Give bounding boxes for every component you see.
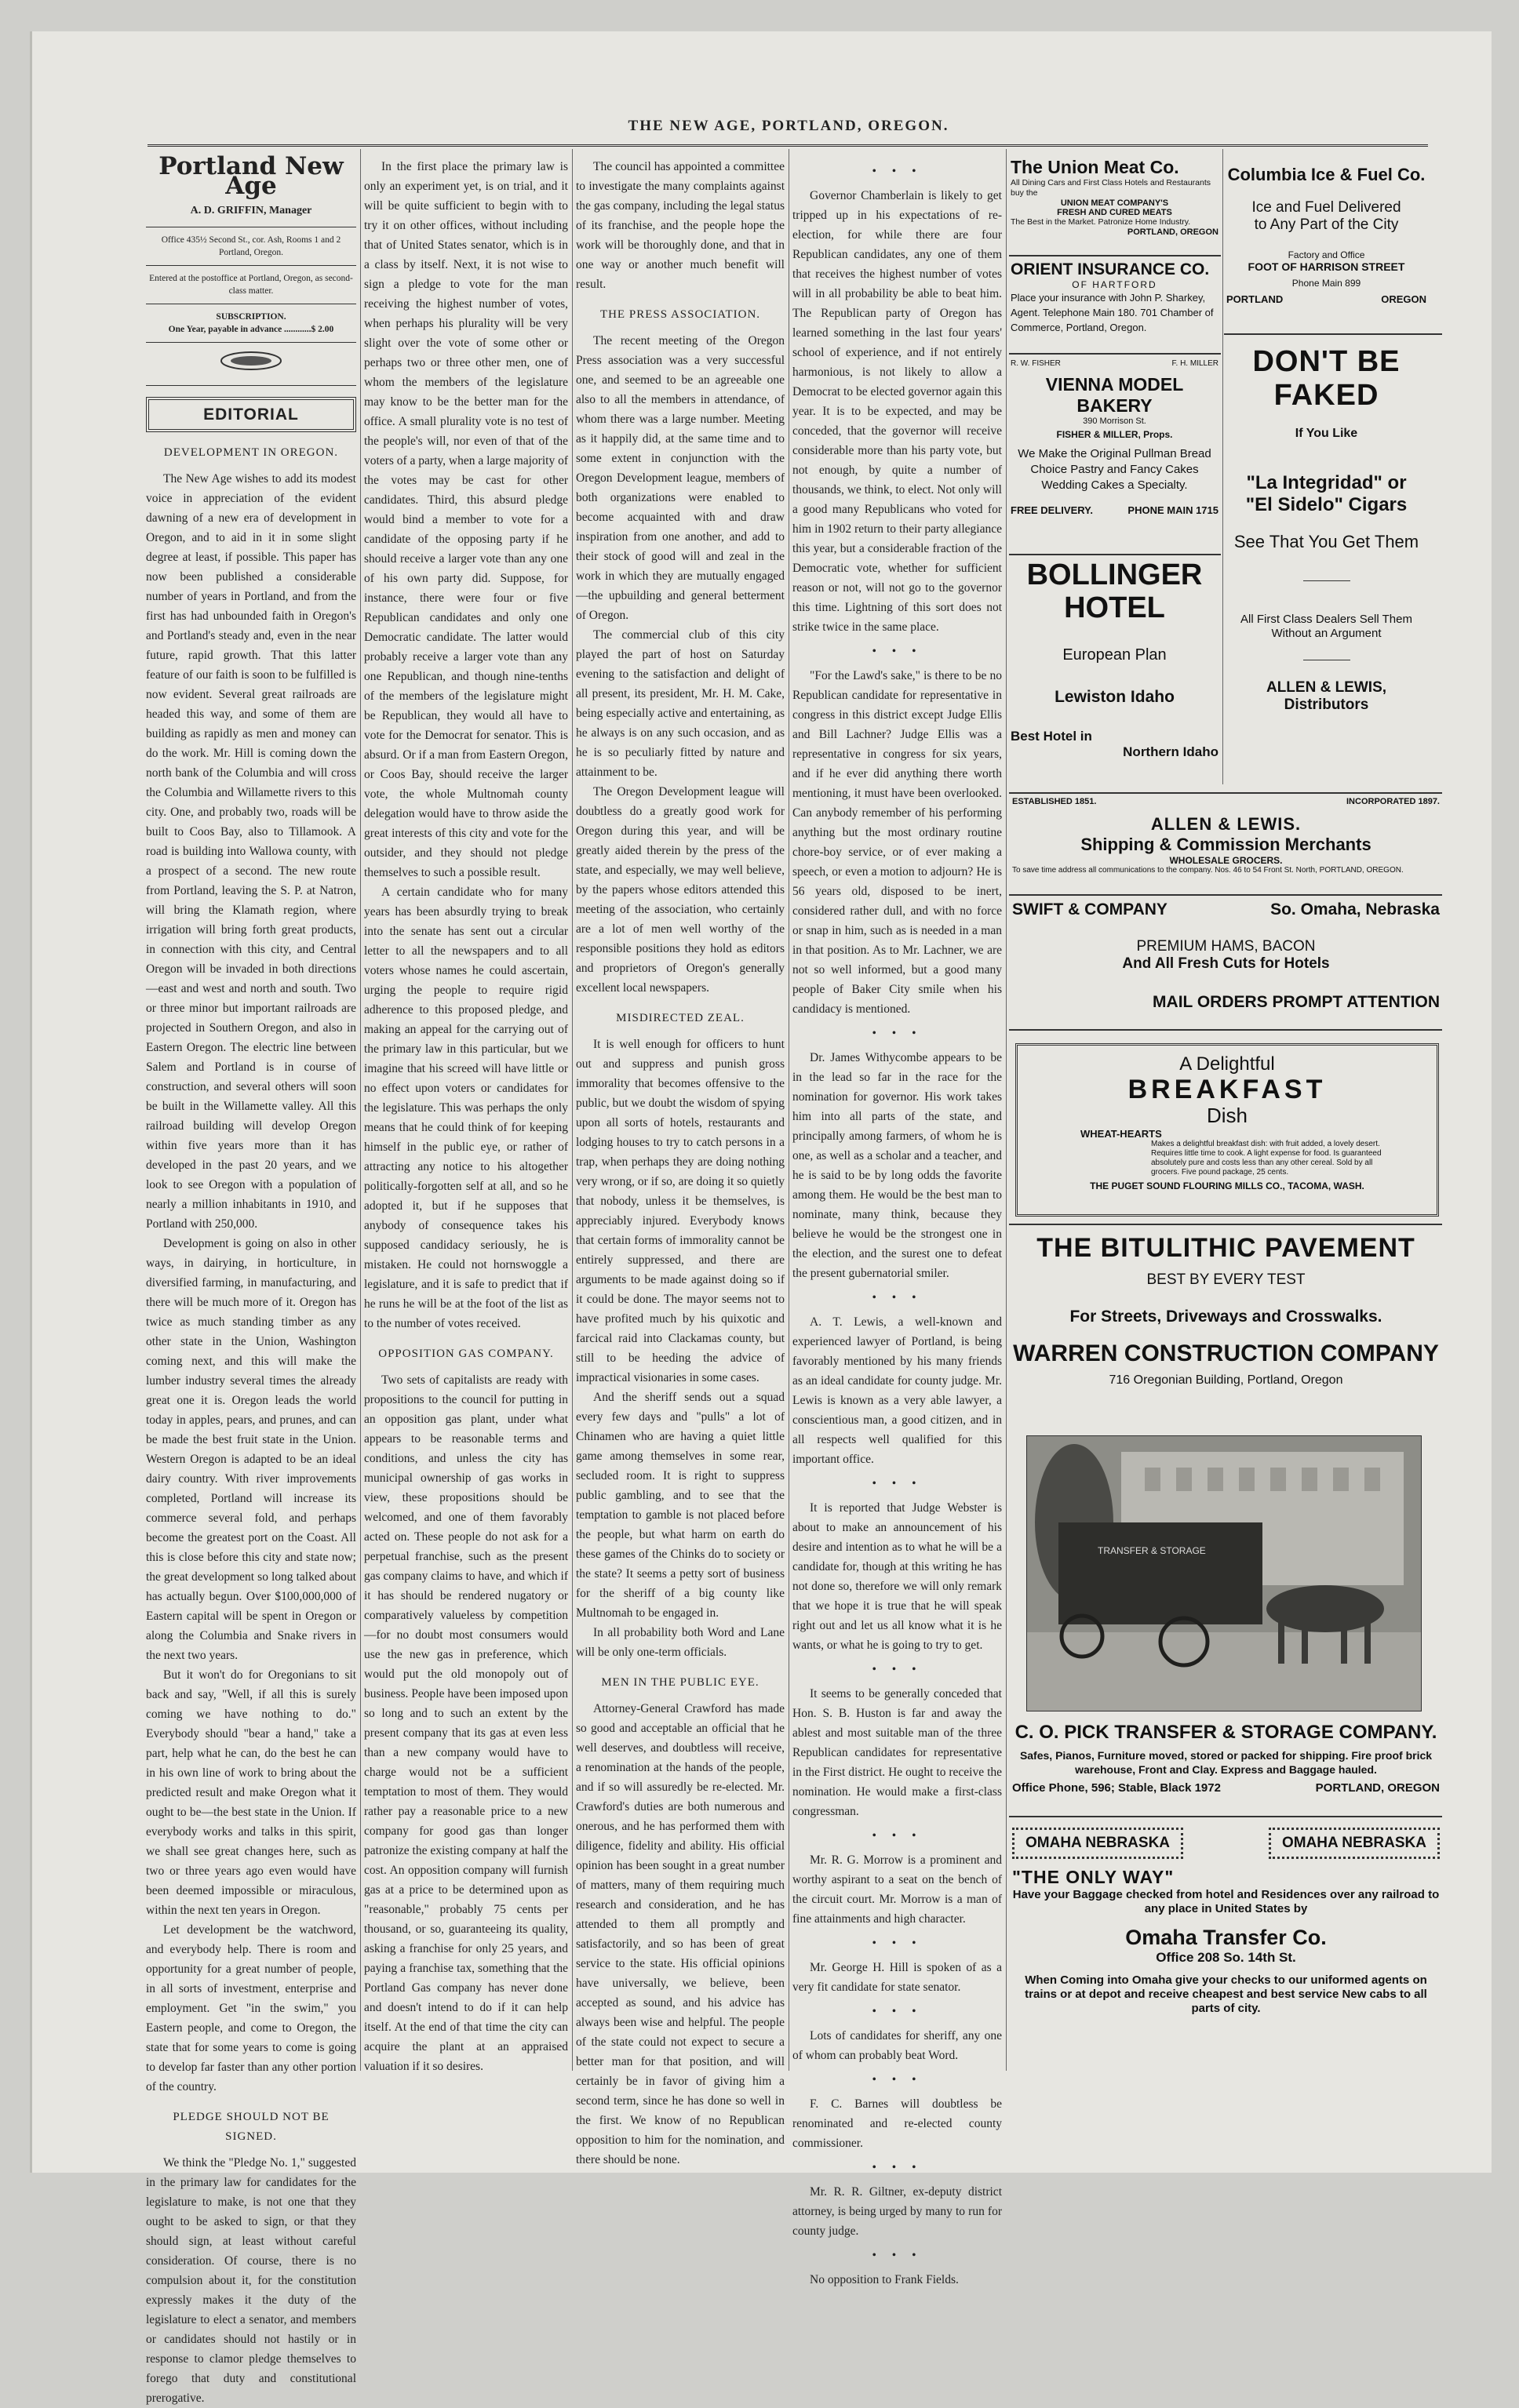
article-paragraph: And the sheriff sends out a squad every few days and "pulls" a lot of Chinamen who are having a quiet little game among themselves in some rear, secluded room. It is right to suppress public gambling, and to see that the temptation to gamble is not placed before the people, but what harm on earth do these games of the Chinks do to society or the state? It seems a petty sort of business for the sheriff of a big county like Multnomah to be engaged in. — [576, 1391, 785, 1620]
ad-text: 716 Oregonian Building, Portland, Oregon — [1109, 1373, 1343, 1387]
article-paragraph: Two sets of capitalists are ready with propositions to the council for putting in an opposition gas plant, under what appears to be reasonable terms and conditions, and unless the city has municipal ownership of gas works in view, these propositions should be welcomed, and one of them favorably acted on. These people do not ask for a perpetual franchise, such as the present gas company claims to have, and which if it has should be rendered nugatory or comparatively valueless by competition—for no doubt most consumers would use the new gas in preference, which would put the old monopoly out of business. People have been imposed upon so long and to such an extent by the present company that its gas at even less than a new company would have to charge would not be a sufficient temptation to most of them. They would rather pay a reasonable price to a new company for good gas than longer patronize the existing company at half the cost. An opposition company will furnish gas at a price to be determined upon as "reasonable," probably 75 cents per thousand, or so, guaranteeing its quality, asking a franchise for only 25 years, and paying a franchise tax, something that the Portland Gas company has never done and doesn't intend to do if it can help itself. At the end of that time the city can acquire the plant at an appraised valuation if it so desires. — [364, 1373, 569, 2073]
ad-text: WHEAT-HEARTS — [1080, 1128, 1162, 1140]
ad-text: We Make the Original Pullman Bread Choice Pastry and Fancy Cakes Wedding Cakes a Specialty. — [1018, 447, 1211, 492]
ad-title: The Union Meat Co. — [1011, 157, 1179, 177]
article-paragraph: Dr. James Withycombe appears to be in the lead so far in the race for the nomination for governor. His work takes him into all parts of the state, and principally among farmers, of whom he is one, as well as a scholar and a teacher, and he is said to be by long odds the favorite among them. He would be the best man to nominate, many think, because they believe he would be the strongest one in the election, and the surest one to defeat the present gubernatorial smiler. — [792, 1051, 1002, 1280]
transfer-wagon-photo — [1026, 1435, 1422, 1711]
office-address: Office 435½ Second St., cor. Ash, Rooms 1 and 2 Portland, Oregon. — [161, 235, 341, 257]
article-paragraph: Attorney-General Crawford has made so good and acceptable an official that he well deserves, and doubtless will receive, a renomination at the hands of the people, and if so will assuredly be re-elected. Mr. Crawford's duties are both numerous and onerous, and he has performed them with diligence, fidelity and ability. His official opinion has been sought in a great number of matters, many of them requiring much research and consideration, and he has attended to them all promptly and satisfactorily, and so has been of great service to the state. His official opinions have universally, we believe, been accepted as sound, and his advice has always been wise and helpful. The people of the state could not expect to secure a better man for that position, and will certainly be in favor of giving him a second term, since he has done so well in the first. We know of no Republican opposition to him for the nomination, and there should be none. — [576, 1702, 785, 2166]
article-paragraph: In the first place the primary law is only an experiment yet, is on trial, and it will be quite sufficient to begin with to try it on other offices, without including that of United States senator, which is in a class by itself. Next, it is not wise to sign a pledge to vote for the man receiving the highest number of votes, when perhaps his plurality will be very slight over the vote of some other or perhaps two or three other men, one of whom the members of the legislature may know to be the better man for the office. A small plurality vote is no test of the people's will, nor even of that of the voters of a party, when a large majority of the votes may be cast for other candidates. Third, this absurd pledge would bind a member to vote for a candidate of the opposing party if he should receive a larger vote than any one of his own party did. Suppose, for instance, there were four or five Republican candidates and only one Democratic candidate. The latter would probably receive a larger vote than any one Republican, and though nine-tenths of the members of the legislature might be Republican, they would all have to vote for the Democrat for senator. This is absurd. Or if a man from Eastern Oregon, or Coos Bay, should receive the larger vote, the whole Multnomah county delegation would have to throw aside the great interests of this city and vote for the outsider, and they should not pledge themselves to such a possible result. — [364, 160, 568, 879]
manager-line: A. D. GRIFFIN, Manager — [190, 205, 312, 216]
article-paragraph: The recent meeting of the Oregon Press association was a very successful one, and seemed to be an agreeable one also to all the members in attendance, of whom there was a large number. Meeting as it happily did, at the same time and to some extent in conjunction with the Oregon Development league, members of both organizations were enabled to become acquainted with and draw inspiration from one another, and add to their stock of good will and zeal in the work in which they are mutually engaged—the upbuilding and general betterment of Oregon. — [576, 334, 785, 622]
ad-text: ESTABLISHED 1851. — [1012, 797, 1097, 806]
ad-text: All Dining Cars and First Class Hotels and Restaurants buy the — [1011, 178, 1211, 198]
ad-text: A Delightful — [1179, 1053, 1275, 1075]
allen-lewis-ad — [1012, 797, 1440, 875]
article-paragraph: Governor Chamberlain is likely to get tripped up in his expectations of re-election, for while there are four Republican candidates, any one of them that receives the highest number of votes will in all probability be able to beat him. The Republican party of Oregon has learned something in the last four years' school of experience, and if not entirely harmonious, is not likely to allow a Democrat to be elected governor again this year. It is to be expected, and may be conceded, that the governor will receive considerable more than his party vote, but not enough, by quite a number of thousands, we think, to elect. Not only will a good many Republicans who voted for him in 1902 return to their party allegiance this year, but a considerable fraction of the Democratic vote, whether for sufficient reason or not, will not go to the governor this time. Lightning of this sort does not strike twice in the same place. — [792, 189, 1002, 634]
wheat-hearts-ad — [1015, 1043, 1439, 1217]
ad-text: PHONE MAIN 1715 — [1127, 504, 1218, 516]
column-rule — [360, 149, 361, 2071]
ad-text: Makes a delightful breakfast dish: with fruit added, a lovely desert. Requires little time to cook. A light expense for food. Is guaranteed absolutely pure and costs less than any other cereal. Sold by all grocers. Five pound package, 25 cents. — [1151, 1140, 1382, 1177]
article-paragraph: Mr. George H. Hill is spoken of as a very fit candidate for state senator. — [792, 1961, 1002, 1994]
ad-text: UNION MEAT COMPANY'S — [1060, 198, 1169, 208]
ad-title: Shipping & Commission Merchants — [1080, 835, 1371, 854]
article-paragraph: It is well enough for officers to hunt out and suppress and punish gross immorality that becomes offensive to the public, but we doubt the wisdom of spying upon all sorts of hotels, restaurants and lodging houses to try to catch persons in a trap, when perhaps they are doing nothing very wrong, or if so, are doing it so quietly that nobody, unless it be themselves, is appreciably injured. Everybody knows that certain forms of immorality cannot be entirely suppressed, and there are arguments to be made against doing so if it could be done. The mayor seems not to have profited much by his quixotic and farcical raid into Clackamas county, but still to be heeding the advice of impractical visionaries in some cases. — [576, 1038, 785, 1384]
ad-text: And All Fresh Cuts for Hotels — [1122, 955, 1330, 972]
article-paragraph: A certain candidate who for many years has been absurdly trying to break into the senate has sent out a circular letter to all the newspapers and to all voters whose names he could ascertain, urging the people to require rigid adherence to this proposed pledge, and making an appeal for the carrying out of the primary law in this particular, but we imagine that his screed will have little or no effect upon voters or candidates for the legislature. This was perhaps the only means that he could think of for keeping himself in the public eye, or rather of attracting any notice to his altogether politically-forgotten self at all, and so he adopted it, but if he supposes that anybody of consequence takes his supposed candidacy seriously, he is mistaken. He could not hornswoggle a legislature, and it is safe to predict that if he runs he will be at the foot of the list as to the number of votes received. — [364, 886, 568, 1330]
ad-title: OMAHA NEBRASKA — [1269, 1828, 1440, 1859]
ad-text: OF HARTFORD — [1072, 279, 1157, 290]
ad-title: BREAKFAST — [1127, 1075, 1327, 1104]
subscription-rate: One Year, payable in advance ............$ 2.00 — [168, 325, 334, 334]
entered-notice: Entered at the postoffice at Portland, Oregon, as second-class matter. — [149, 274, 353, 296]
ad-title: WARREN CONSTRUCTION COMPANY — [1013, 1340, 1439, 1366]
ad-text: WHOLESALE GROCERS. — [1169, 855, 1283, 866]
pick-transfer-ad — [1012, 1722, 1440, 1795]
article-paragraph: Let development be the watchword, and everybody help. There is room and opportunity for a great number of people, in all sorts of investment, enterprise and employment. Get "in the swim," you Eastern people, and come to Oregon, the state that for some years to come is going to develop far faster than any other portion of the country. — [146, 1923, 356, 2093]
ad-text: To save time address all communications to the company. Nos. 46 to 54 Front St. North, PORTLAND, OREGON. — [1012, 866, 1404, 875]
ad-text: INCORPORATED 1897. — [1346, 797, 1440, 806]
column-rule — [1222, 149, 1223, 784]
bollinger-hotel-ad — [1011, 558, 1218, 760]
column-rule — [1006, 149, 1007, 2071]
article-heading: MEN IN THE PUBLIC EYE. — [601, 1676, 760, 1689]
article-paragraph: The council has appointed a committee to investigate the many complaints against the gas company, including the legal status of its franchise, and the people hope the work will be thoroughly done, and that in one way or another much benefit will result. — [576, 160, 785, 291]
ad-text: Best Hotel in — [1011, 729, 1092, 744]
ad-text: R. W. FISHER — [1011, 359, 1061, 368]
column-rule — [572, 149, 573, 2071]
running-header: THE NEW AGE, PORTLAND, OREGON. — [628, 118, 949, 134]
article-paragraph: In all probability both Word and Lane will be only one-term officials. — [576, 1626, 785, 1659]
ad-title: So. Omaha, Nebraska — [1270, 900, 1440, 918]
union-label-icon — [146, 349, 356, 379]
ad-text: Dish — [1206, 1104, 1248, 1127]
ad-text: All First Class Dealers Sell Them Without an Argument — [1240, 613, 1412, 640]
article-heading: MISDIRECTED ZEAL. — [616, 1012, 745, 1024]
ad-title: Columbia Ice & Fuel Co. — [1227, 165, 1426, 184]
article-paragraph: Development is going on also in other ways, in dairying, in horticulture, in diversified farming, in manufacturing, and there will be much more of it. Oregon has twice as much standing timber as any other state in the Union, Washington coming next, and this will make the lumber industry several times the already great one it is. Oregon leads the world today in apples, pears, and prunes, and can be made the best fruit state in the Union. Western Oregon is adapted to be an ideal dairy country. With river improvements completed, Portland will increase its commerce several fold, and perhaps become the greatest port on the Coast. All this is close before this city and state now; the great development so long talked about has actually begun. Over $100,000,000 of Eastern capital will be spent in Oregon or along the Columbia and Snake rivers in the next two years. — [146, 1237, 356, 1662]
ad-text: PORTLAND — [1226, 293, 1284, 305]
article-paragraph: Mr. R. R. Giltner, ex-deputy district attorney, is being urged by many to run for county judge. — [792, 2185, 1002, 2238]
ad-text: OREGON — [1381, 293, 1426, 305]
article-heading: DEVELOPMENT IN OREGON. — [163, 446, 339, 459]
editorial-label: EDITORIAL — [146, 397, 356, 432]
ad-text: FRESH AND CURED MEATS — [1057, 208, 1172, 217]
ad-title: VIENNA MODEL BAKERY — [1045, 374, 1184, 416]
ad-text: FREE DELIVERY. — [1011, 504, 1093, 516]
ad-title: BOLLINGER — [1026, 558, 1203, 591]
vienna-bakery-ad — [1011, 359, 1218, 516]
paper-title: Portland New Age — [158, 152, 344, 200]
ad-title: OMAHA NEBRASKA — [1012, 1828, 1183, 1859]
ad-text: Safes, Pianos, Furniture moved, stored or packed for shipping. Fire proof brick warehouse, Front and Clay. Express and Baggage hauled. — [1019, 1749, 1433, 1776]
article-paragraph: But it won't do for Oregonians to sit back and say, "Well, if all this is surely coming we have nothing to do." Everybody should "bear a hand," take a part, help what he can, do the best he can in his own line of work to bring about the predicted result and make Oregon what it ought to be—the best state in the Union. If everybody works and talks in this spirit, we shall see great changes here, such as two or three years ago even would have been deemed impossible or miraculous, within the next ten years in Oregon. — [146, 1668, 356, 1917]
ad-text: Office Phone, 596; Stable, Black 1972 — [1012, 1781, 1221, 1795]
union-meat-ad — [1011, 157, 1218, 237]
ad-text: F. H. MILLER — [1171, 359, 1218, 368]
ad-text: See That You Get Them — [1233, 532, 1419, 551]
column-2 — [364, 157, 568, 2071]
ad-text: European Plan — [1062, 646, 1167, 664]
article-paragraph: A. T. Lewis, a well-known and experienced lawyer of Portland, is being favorably mentioned by his many friends as an ideal candidate for county judge. Mr. Lewis is known as a very able lawyer, a conscientious man, a good citizen, and in all respects well qualified for this important office. — [792, 1315, 1002, 1466]
horse-wagon-icon — [1027, 1436, 1421, 1711]
bitulithic-ad — [1012, 1233, 1440, 1388]
ad-title: C. O. PICK TRANSFER & STORAGE COMPANY. — [1014, 1722, 1437, 1743]
ad-text: ALLEN & LEWIS, Distributors — [1266, 679, 1387, 713]
cigar-ad — [1226, 345, 1426, 714]
ad-text: Place your insurance with John P. Sharkey, Agent. Telephone Main 180. 701 Chamber of Commerce, Portland, Oregon. — [1011, 292, 1214, 333]
article-heading: PLEDGE SHOULD NOT BE SIGNED. — [173, 2111, 330, 2143]
ad-text: Office 208 So. 14th St. — [1156, 1950, 1296, 1965]
ad-title: ALLEN & LEWIS. — [1150, 814, 1302, 834]
ad-title: ORIENT INSURANCE CO. — [1011, 260, 1210, 278]
article-paragraph: The Oregon Development league will doubtless do a greatly good work for Oregon during this year, and will be greatly aided therein by the press of the state, and especially, we may well believe, by the papers whose editors attended this meeting of the association, who certainly are a lot of men well worthy of the responsible positions they hold as editors and proprietors of Oregon's generally excellent local newspapers. — [576, 785, 785, 995]
article-paragraph: Mr. R. G. Morrow is a prominent and worthy aspirant to a seat on the bench of the circuit court. Mr. Morrow is a man of fine attainments and high character. — [792, 1853, 1002, 1926]
ad-text: to Any Part of the City — [1254, 216, 1399, 233]
article-paragraph: "For the Lawd's sake," is there to be no Republican candidate for representative in congress in this district except Judge Ellis and Bill Lachner? Judge Ellis was a representative in congress for six years, and if he ever did anything there worth mentioning, it must have been overlooked. Can anybody remember of his performing anything but the most ordinary routine chore-boy service, or of ever making a speech, or even a motion to adjourn? He is 56 years old, disposed to be inert, considered rather dull, and with no force or snap in him, such as is needed in a man in that position. As to Mr. Lachner, we are not so well informed, but a good many people of Baker City smile when his candidacy is mentioned. — [792, 669, 1002, 1016]
ad-text: When Coming into Omaha give your checks to our uniformed agents on trains or at depot and receive cheapest and best service New cabs to all parts of city. — [1025, 1973, 1427, 2015]
ad-text: BEST BY EVERY TEST — [1146, 1271, 1306, 1288]
header-rule — [148, 144, 1428, 147]
article-heading: THE PRESS ASSOCIATION. — [599, 308, 761, 321]
article-paragraph: The New Age wishes to add its modest voice in appreciation of the evident dawning of a new era of development in Oregon, and to aid in it in some slight degree at least, if possible. This paper has now been published a considerable number of years in Portland, and from the first has had unbounded faith in Oregon's and Portland's steady and, even in the near future, rapid growth. That this latter feature of our faith is soon to be fulfilled is now evident. Several great railroads are headed this way, and some of them are building as rapidly as men and money can do the work. Mr. Hill is coming down the north bank of the Columbia and will cross the Columbia and Willamette rivers to this city. One, and probably two, roads will be built to Coos Bay, also to Tillamook. A road is building into Wallowa county, with a prospect of a second. The new route from Portland, leaving the S. P. at Natron, will bring the Klamath region, where irrigation will bring forth great products, in connection with this city, and Central Oregon will be invaded in both directions—east and west and north and south. Two or three minor but important railroads are projected in Southern Oregon, and also in Eastern Oregon. The electric line between Salem and Portland is in course of construction, and several others will soon be built in the Willamette valley. All this railroad building will develop Oregon within five years more than it has developed in the past 20 years, and we look to see Oregon with a population of nearly a million inhabitants in 1910, and Portland with 250,000. — [146, 472, 356, 1231]
ad-text: Northern Idaho — [1123, 744, 1218, 759]
svg-text:TRANSFER & STORAGE: TRANSFER & STORAGE — [1098, 1545, 1206, 1556]
article-paragraph: Lots of candidates for sheriff, any one of whom can probably beat Word. — [792, 2029, 1002, 2062]
ad-text: FOOT OF HARRISON STREET — [1248, 260, 1405, 273]
ad-text: If You Like — [1295, 427, 1358, 440]
ad-text: Factory and Office — [1288, 249, 1365, 260]
ad-title: SWIFT & COMPANY — [1012, 900, 1167, 918]
article-paragraph: F. C. Barnes will doubtless be renominated and re-elected county commissioner. — [792, 2097, 1002, 2150]
article-paragraph: It seems to be generally conceded that Hon. S. B. Huston is far and away the ablest and most suitable man of the three Republican candidates for representative in the First district. He ought to receive the nomination. He would make a first-class congressman. — [792, 1687, 1002, 1818]
ad-text: The Best in the Market. Patronize Home Industry. — [1011, 217, 1191, 227]
ad-text: PORTLAND, OREGON — [1315, 1781, 1440, 1795]
ad-title: THE BITULITHIC PAVEMENT — [1036, 1233, 1415, 1263]
article-paragraph: No opposition to Frank Fields. — [810, 2273, 959, 2286]
ad-text: "THE ONLY WAY" — [1012, 1867, 1175, 1887]
ad-text: MAIL ORDERS PROMPT ATTENTION — [1153, 993, 1440, 1011]
ad-title: Omaha Transfer Co. — [1125, 1926, 1327, 1949]
column-4: • • • Governor Chamberlain is likely to get tripped up in his expectations of re-election, for while there are four Republican candidates, any one of them that receives the highest number of votes will in all probability be able to beat him. The Republican party of Oregon has learned something in the last four years' school of experience, and if not entirely harmonious, is not likely to allow a Democrat to be elected governor again this year. It is to be expected, and may be conceded, that the governor will receive considerable more than his party vote, but not enough, by quite a number of thousands, we think, to elect. Not only will a good many Republicans who voted for him in 1902 return to their party allegiance this year, but a considerable fraction of the Democratic vote, whether for sufficient reason or not, will not go to the governor this time. Lightning of this sort does not strike twice in the same place. • • • "For the Lawd's sake," is there to be no Republican candidate for representative in congress in this district except Judge Ellis and Bill Lachner? Judge Ellis was a representative in congress for six years, and if he ever did anything there worth mentioning, it must have been overlooked. Can anybody remember of his performing anything but the most ordinary routine chore-boy service, or of ever making a speech, or even a motion to adjourn? He is 56 years old, disposed to be inert, considered rather dull, and with no force or snap in him, such as is needed in a man in that position. As to Mr. Lachner, we are not so well informed, but a good many people of Baker City smile when his candidacy is mentioned. • • • Dr. James Withycombe appears to be in the lead so far in the race for the nomination for governor. His work takes him into all parts of the state, and principally among farmers, of whom he is one, as well as a scholar and a teacher, and he is said to be by long odds the favorite among them. He would be the best man to nominate, many think, because they believe he would be the strongest one in the election, and the surest one to defeat the present gubernatorial smiler. • • • A. T. Lewis, a well-known and experienced lawyer of Portland, is being favorably mentioned by his many friends as an ideal candidate for county judge. Mr. Lewis is known as a very able lawyer, a conscientious man, a good citizen, and in all respects well qualified for this important office. • • • It is reported that Judge Webster is about to make an announcement of his desire and intention as to what he will be a candidate for, though at this writing he has not done so, therefore we will only remark that we hope it is true that he will speak right out and let us all know what it is he wants, or what he is going to try to get. • • • It seems to be generally conceded that Hon. S. B. Huston is far and away the ablest and most suitable man of the three Republican candidates for representative in the First district. He ought to receive the nomination. He would make a first-class congressman. • • • Mr. R. G. Morrow is a prominent and worthy aspirant to a seat on the bench of the circuit court. Mr. Morrow is a man of fine attainments and high character. • • • Mr. George H. Hill is spoken of as a very fit candidate for state senator. • • • Lots of candidates for sheriff, any one of whom can probably beat Word. • • • F. C. Barnes will doubtless be renominated and re-elected county commissioner. • • • Mr. R. R. Giltner, ex-deputy district attorney, is being urged by many to run for county judge. • • • No opposition to Frank Fields. — [792, 157, 1002, 2071]
swift-company-ad — [1012, 900, 1440, 1012]
ad-text: Have your Baggage checked from hotel and Residences over any railroad to any place in United States by — [1012, 1888, 1440, 1915]
ad-text: Ice and Fuel Delivered — [1251, 199, 1401, 216]
orient-insurance-ad — [1011, 260, 1218, 335]
article-paragraph: It is reported that Judge Webster is about to make an announcement of his desire and intention as to what he will be a candidate for, though at this writing he has not done so, therefore we will only remark that we hope it is true that he will speak right out and let us all know what it is he wants, or what he is going to try to get. — [792, 1501, 1002, 1652]
ad-text: For Streets, Driveways and Crosswalks. — [1069, 1308, 1382, 1326]
ad-title: HOTEL — [1064, 591, 1165, 624]
ad-text: THE PUGET SOUND FLOURING MILLS CO., TACOMA, WASH. — [1090, 1180, 1364, 1191]
article-paragraph: We think the "Pledge No. 1," suggested in the primary law for candidates for the legislature to make, is not one that they ought to be asked to sign, or that they should sign, at least without careful consideration. Of course, there is no compulsion about it, for the constitution expressly makes it the duty of the legislature to elect a senator, and members or candidates should not hastily or in response to clamor pledge themselves to forego that duty and constitutional prerogative. — [146, 2156, 356, 2405]
ad-text: PREMIUM HAMS, BACON — [1136, 938, 1316, 955]
ad-text: "La Integridad" or — [1246, 472, 1407, 493]
columbia-ice-ad — [1226, 165, 1426, 305]
ad-title: DON'T BE FAKED — [1252, 345, 1401, 412]
ad-text: Phone Main 899 — [1291, 278, 1361, 289]
ad-text: PORTLAND, OREGON — [1127, 227, 1218, 237]
article-paragraph: The commercial club of this city played the part of host on Saturday evening to the satisfaction and delight of all present, its president, Mr. H. M. Cake, being especially active and entertaining, as he always is on any such occasion, and as he is so peculiarly fitted by nature and attainment to be. — [576, 628, 785, 779]
ad-text: "El Sidelo" Cigars — [1245, 494, 1408, 515]
subscription-label: SUBSCRIPTION. — [216, 312, 286, 322]
ad-text: 390 Morrison St. — [1083, 416, 1146, 426]
article-heading: OPPOSITION GAS COMPANY. — [378, 1348, 554, 1360]
ad-text: FISHER & MILLER, Props. — [1056, 429, 1173, 440]
omaha-transfer-ad — [1012, 1828, 1440, 2016]
column-3 — [576, 157, 785, 2166]
column-1 — [146, 152, 356, 2405]
ad-text: Lewiston Idaho — [1055, 688, 1175, 706]
